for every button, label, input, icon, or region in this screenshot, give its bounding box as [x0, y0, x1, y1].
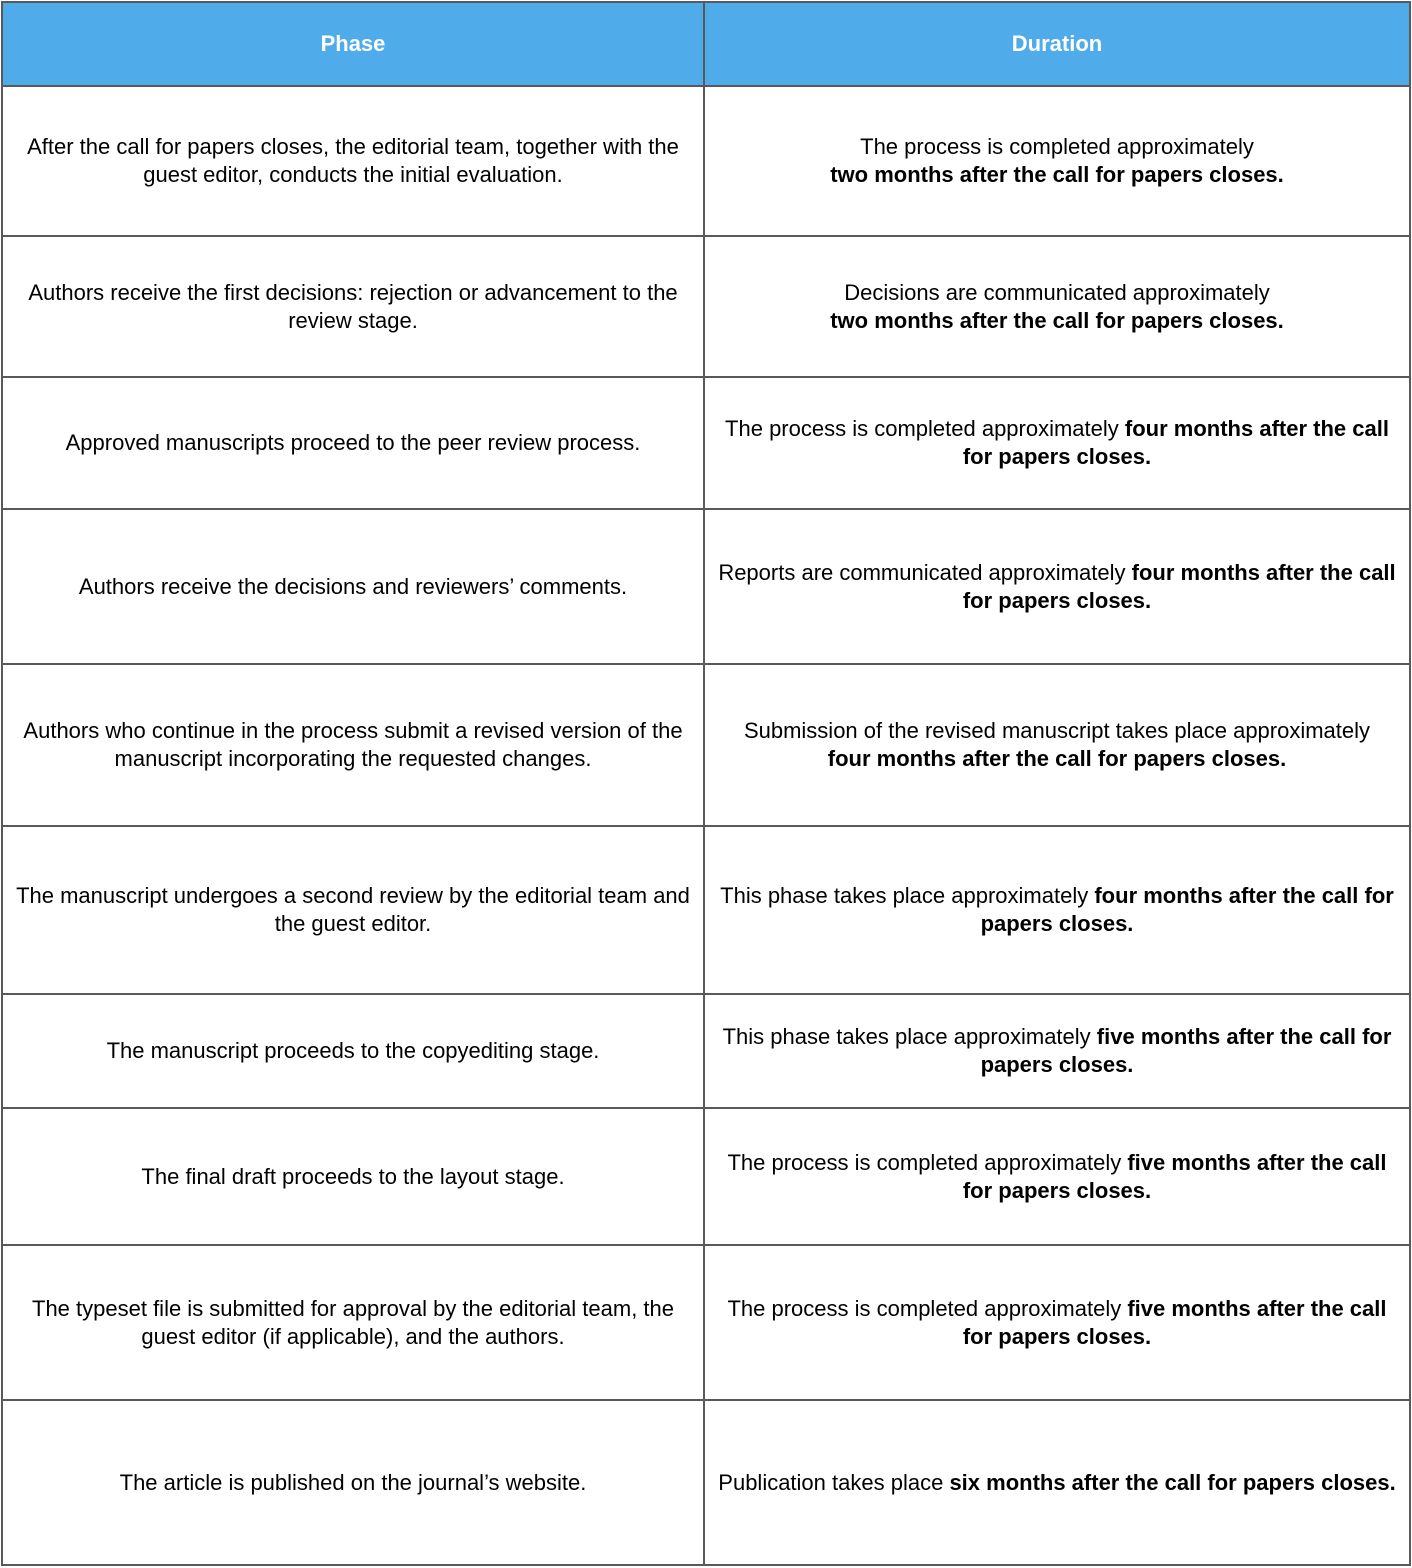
table-row: [2, 1245, 1410, 1400]
duration-cell: [704, 826, 1410, 994]
duration-text: This phase takes place approximately: [720, 883, 1089, 908]
duration-emphasis: four months after the call for papers closes.: [980, 883, 1394, 936]
table-row: [2, 509, 1410, 664]
duration-cell: [704, 1245, 1410, 1400]
duration-text: The process is completed approximately: [725, 416, 1119, 441]
duration-text: Reports are communicated approximately: [718, 559, 1126, 585]
duration-cell: [704, 236, 1410, 377]
duration-text: The process is completed approximately: [860, 134, 1254, 159]
table-row: [2, 377, 1410, 509]
duration-text: The process is completed approximately: [727, 1295, 1122, 1321]
duration-text: Publication takes place: [718, 1469, 944, 1495]
duration-emphasis: four months after the call for papers closes.: [827, 746, 1287, 771]
duration-cell: [704, 377, 1410, 509]
duration-text: The process is completed approximately: [727, 1149, 1122, 1175]
duration-emphasis: four months after the call for papers closes.: [962, 416, 1389, 469]
table-row: [2, 664, 1410, 826]
phase-cell: The article is published on the journal’s website.: [2, 1400, 704, 1565]
timeline-table: [1, 1, 1411, 1566]
phase-cell: Authors who continue in the process submit a revised version of the manuscript incorporating the requested changes.: [2, 664, 704, 826]
phase-cell: Authors receive the decisions and reviewers’ comments.: [2, 509, 704, 664]
duration-cell: [704, 994, 1410, 1108]
duration-text: Submission of the revised manuscript takes place approximately: [743, 718, 1371, 743]
duration-cell: [704, 509, 1410, 664]
phase-cell: The typeset file is submitted for approval by the editorial team, the guest editor (if applicable), and the authors.: [2, 1245, 704, 1400]
header-phase: Phase: [2, 2, 704, 86]
duration-emphasis: two months after the call for papers closes.: [830, 307, 1284, 333]
header-duration: Duration: [704, 2, 1410, 86]
phase-cell: The manuscript proceeds to the copyediting stage.: [2, 994, 704, 1108]
table-row: [2, 994, 1410, 1108]
duration-emphasis: four months after the call for papers closes.: [962, 559, 1396, 613]
duration-cell: [704, 1400, 1410, 1565]
phase-cell: Authors receive the first decisions: rejection or advancement to the review stage.: [2, 236, 704, 377]
duration-emphasis: five months after the call for papers closes.: [962, 1295, 1387, 1349]
phase-cell: Approved manuscripts proceed to the peer review process.: [2, 377, 704, 509]
duration-emphasis: five months after the call for papers closes.: [962, 1149, 1387, 1203]
duration-text: Decisions are communicated approximately: [844, 279, 1270, 305]
table-row: [2, 826, 1410, 994]
duration-emphasis: two months after the call for papers closes.: [830, 162, 1284, 187]
phase-cell: The manuscript undergoes a second review by the editorial team and the guest editor.: [2, 826, 704, 994]
header-row: [2, 2, 1410, 86]
table-row: [2, 86, 1410, 236]
phase-cell: After the call for papers closes, the editorial team, together with the guest editor, conducts the initial evaluation.: [2, 86, 704, 236]
phase-cell: The final draft proceeds to the layout stage.: [2, 1108, 704, 1245]
table-row: [2, 236, 1410, 377]
duration-text: This phase takes place approximately: [722, 1024, 1091, 1049]
duration-cell: [704, 1108, 1410, 1245]
duration-cell: [704, 86, 1410, 236]
duration-emphasis: six months after the call for papers closes.: [949, 1469, 1396, 1495]
duration-emphasis: five months after the call for papers closes.: [980, 1024, 1392, 1077]
duration-cell: [704, 664, 1410, 826]
table-row: [2, 1400, 1410, 1565]
table-row: [2, 1108, 1410, 1245]
